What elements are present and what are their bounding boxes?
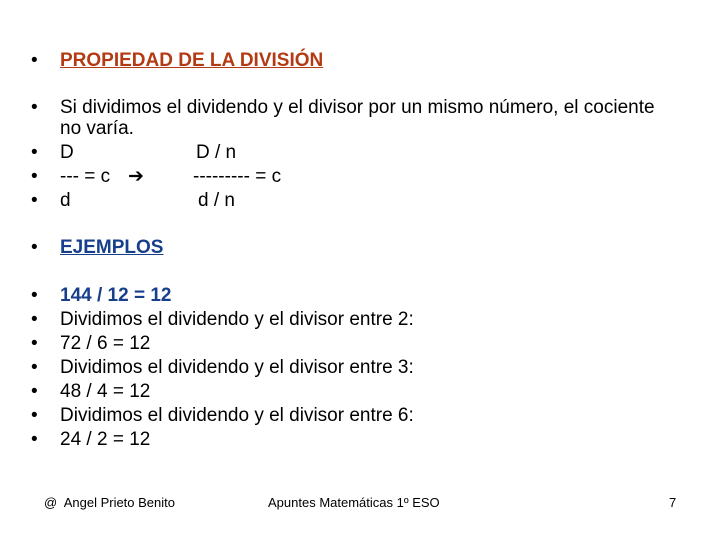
bullet: • (31, 50, 38, 71)
footer-course: Apuntes Matemáticas 1º ESO (268, 495, 440, 510)
bullet: • (31, 333, 38, 354)
example-line: 48 / 4 = 12 (60, 381, 151, 402)
right-numerator: D / n (196, 142, 237, 163)
example-line: Dividimos el dividendo y el divisor entre 2: (60, 309, 414, 330)
bullet: • (31, 190, 38, 211)
bullet: • (31, 405, 38, 426)
left-denominator: d (60, 190, 71, 211)
left-numerator: D (60, 142, 74, 163)
bullet: • (31, 309, 38, 330)
property-statement-line2: no varía. (60, 118, 134, 139)
bullet: • (31, 237, 38, 258)
right-fraction-bar: --------- = c (193, 166, 282, 187)
left-fraction-bar: --- = c (60, 166, 111, 187)
example-line: 24 / 2 = 12 (60, 429, 151, 450)
bullet: • (31, 166, 38, 187)
slide-title: PROPIEDAD DE LA DIVISIÓN (60, 50, 324, 71)
example-line: 72 / 6 = 12 (60, 333, 151, 354)
arrow-icon: ➔ (128, 166, 144, 187)
example-line: Dividimos el dividendo y el divisor entre 3: (60, 357, 414, 378)
footer-author: @ Angel Prieto Benito (44, 495, 175, 510)
bullet: • (31, 381, 38, 402)
footer-page-number: 7 (669, 495, 677, 510)
property-statement-line1: Si dividimos el dividendo y el divisor por un mismo número, el cociente (60, 97, 655, 118)
example-line: 144 / 12 = 12 (60, 285, 172, 306)
bullet: • (31, 142, 38, 163)
bullet: • (31, 429, 38, 450)
example-line: Dividimos el dividendo y el divisor entre 6: (60, 405, 414, 426)
bullet: • (31, 285, 38, 306)
examples-heading: EJEMPLOS (60, 237, 164, 258)
right-denominator: d / n (198, 190, 235, 211)
bullet: • (31, 97, 38, 118)
bullet: • (31, 357, 38, 378)
